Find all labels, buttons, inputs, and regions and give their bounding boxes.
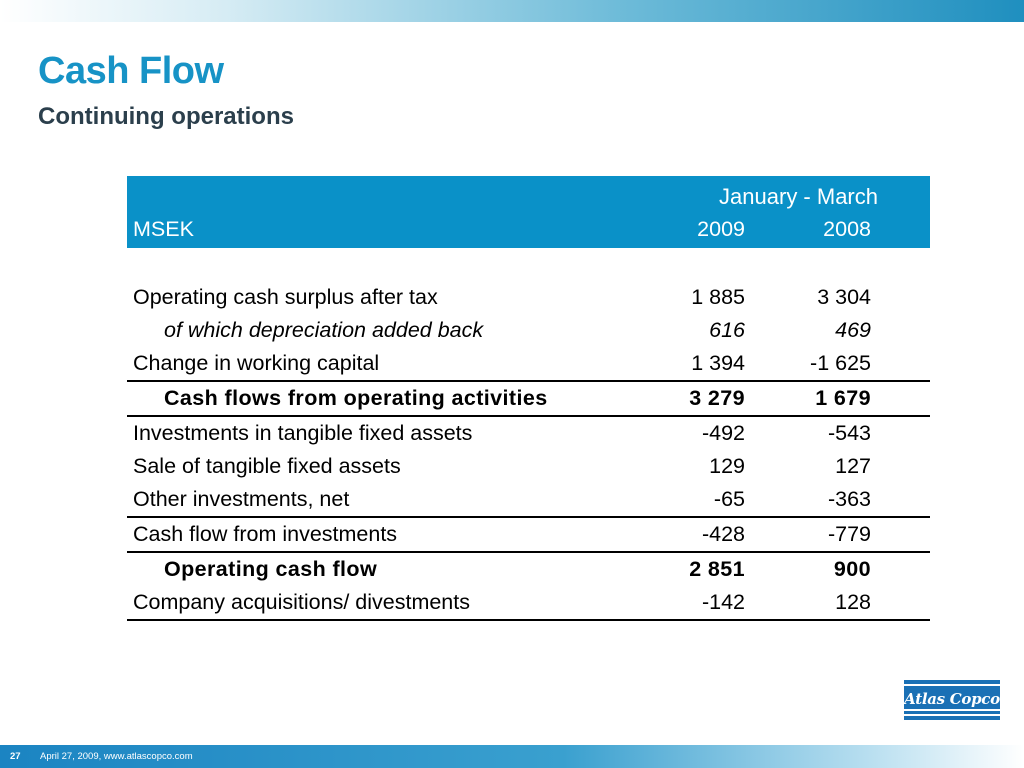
value-2008: 900 (833, 557, 871, 581)
value-2009: -142 (609, 586, 745, 620)
row-label: Company acquisitions/ divestments (127, 586, 609, 620)
top-gradient-band (0, 0, 1024, 22)
row-label: Other investments, net (133, 487, 350, 511)
table-row (127, 450, 930, 483)
value-2008: 3 304 (817, 285, 871, 309)
row-label: Change in working capital (127, 347, 609, 381)
value-2009: 616 (709, 318, 745, 342)
cash-flow-table (127, 176, 930, 621)
row-label: Cash flows from operating activities (127, 381, 609, 416)
row-label: Operating cash flow (164, 557, 378, 581)
value-2009: 129 (709, 454, 745, 478)
unit-label: MSEK (133, 216, 194, 241)
value-2009: 3 279 (609, 381, 745, 416)
logo-wordmark: Atlas Copco (904, 690, 1000, 708)
value-2009: 1 885 (691, 285, 745, 309)
table-row-total (127, 552, 930, 586)
footer-text: April 27, 2009, www.atlascopco.com (40, 751, 193, 762)
value-2008: 469 (835, 318, 871, 342)
page-title: Cash Flow (38, 50, 224, 92)
value-2009: -65 (713, 487, 745, 511)
table-header-period-row (127, 176, 930, 210)
value-2008: 127 (835, 454, 871, 478)
value-2009: -492 (701, 421, 745, 445)
value-2008: -543 (827, 421, 871, 445)
value-2008: -779 (745, 517, 871, 552)
table-row (127, 281, 930, 314)
value-2009: 2 851 (689, 557, 745, 581)
value-2008: -1 625 (745, 347, 871, 381)
row-label: of which depreciation added back (164, 318, 484, 342)
value-2009: 1 394 (609, 347, 745, 381)
table-row (127, 586, 930, 620)
row-label: Cash flow from investments (127, 517, 609, 552)
value-2009: -428 (609, 517, 745, 552)
value-2008: 1 679 (745, 381, 871, 416)
page-number: 27 (10, 751, 21, 762)
column-header-2009: 2009 (697, 216, 745, 241)
table-row (127, 416, 930, 450)
footer-bar (0, 745, 1024, 768)
page-subtitle: Continuing operations (38, 103, 294, 130)
value-2008: 128 (745, 586, 871, 620)
row-label: Operating cash surplus after tax (133, 285, 438, 309)
row-label: Sale of tangible fixed assets (133, 454, 401, 478)
column-header-2008: 2008 (823, 216, 871, 241)
period-label: January - March (719, 184, 878, 209)
table-header-row (127, 210, 930, 248)
table-row (127, 517, 930, 552)
value-2008: -363 (827, 487, 871, 511)
table-row-subtotal (127, 381, 930, 416)
atlas-copco-logo (904, 680, 1000, 720)
table-row (127, 483, 930, 517)
table-row (127, 347, 930, 381)
table-row (127, 314, 930, 347)
row-label: Investments in tangible fixed assets (133, 421, 473, 445)
